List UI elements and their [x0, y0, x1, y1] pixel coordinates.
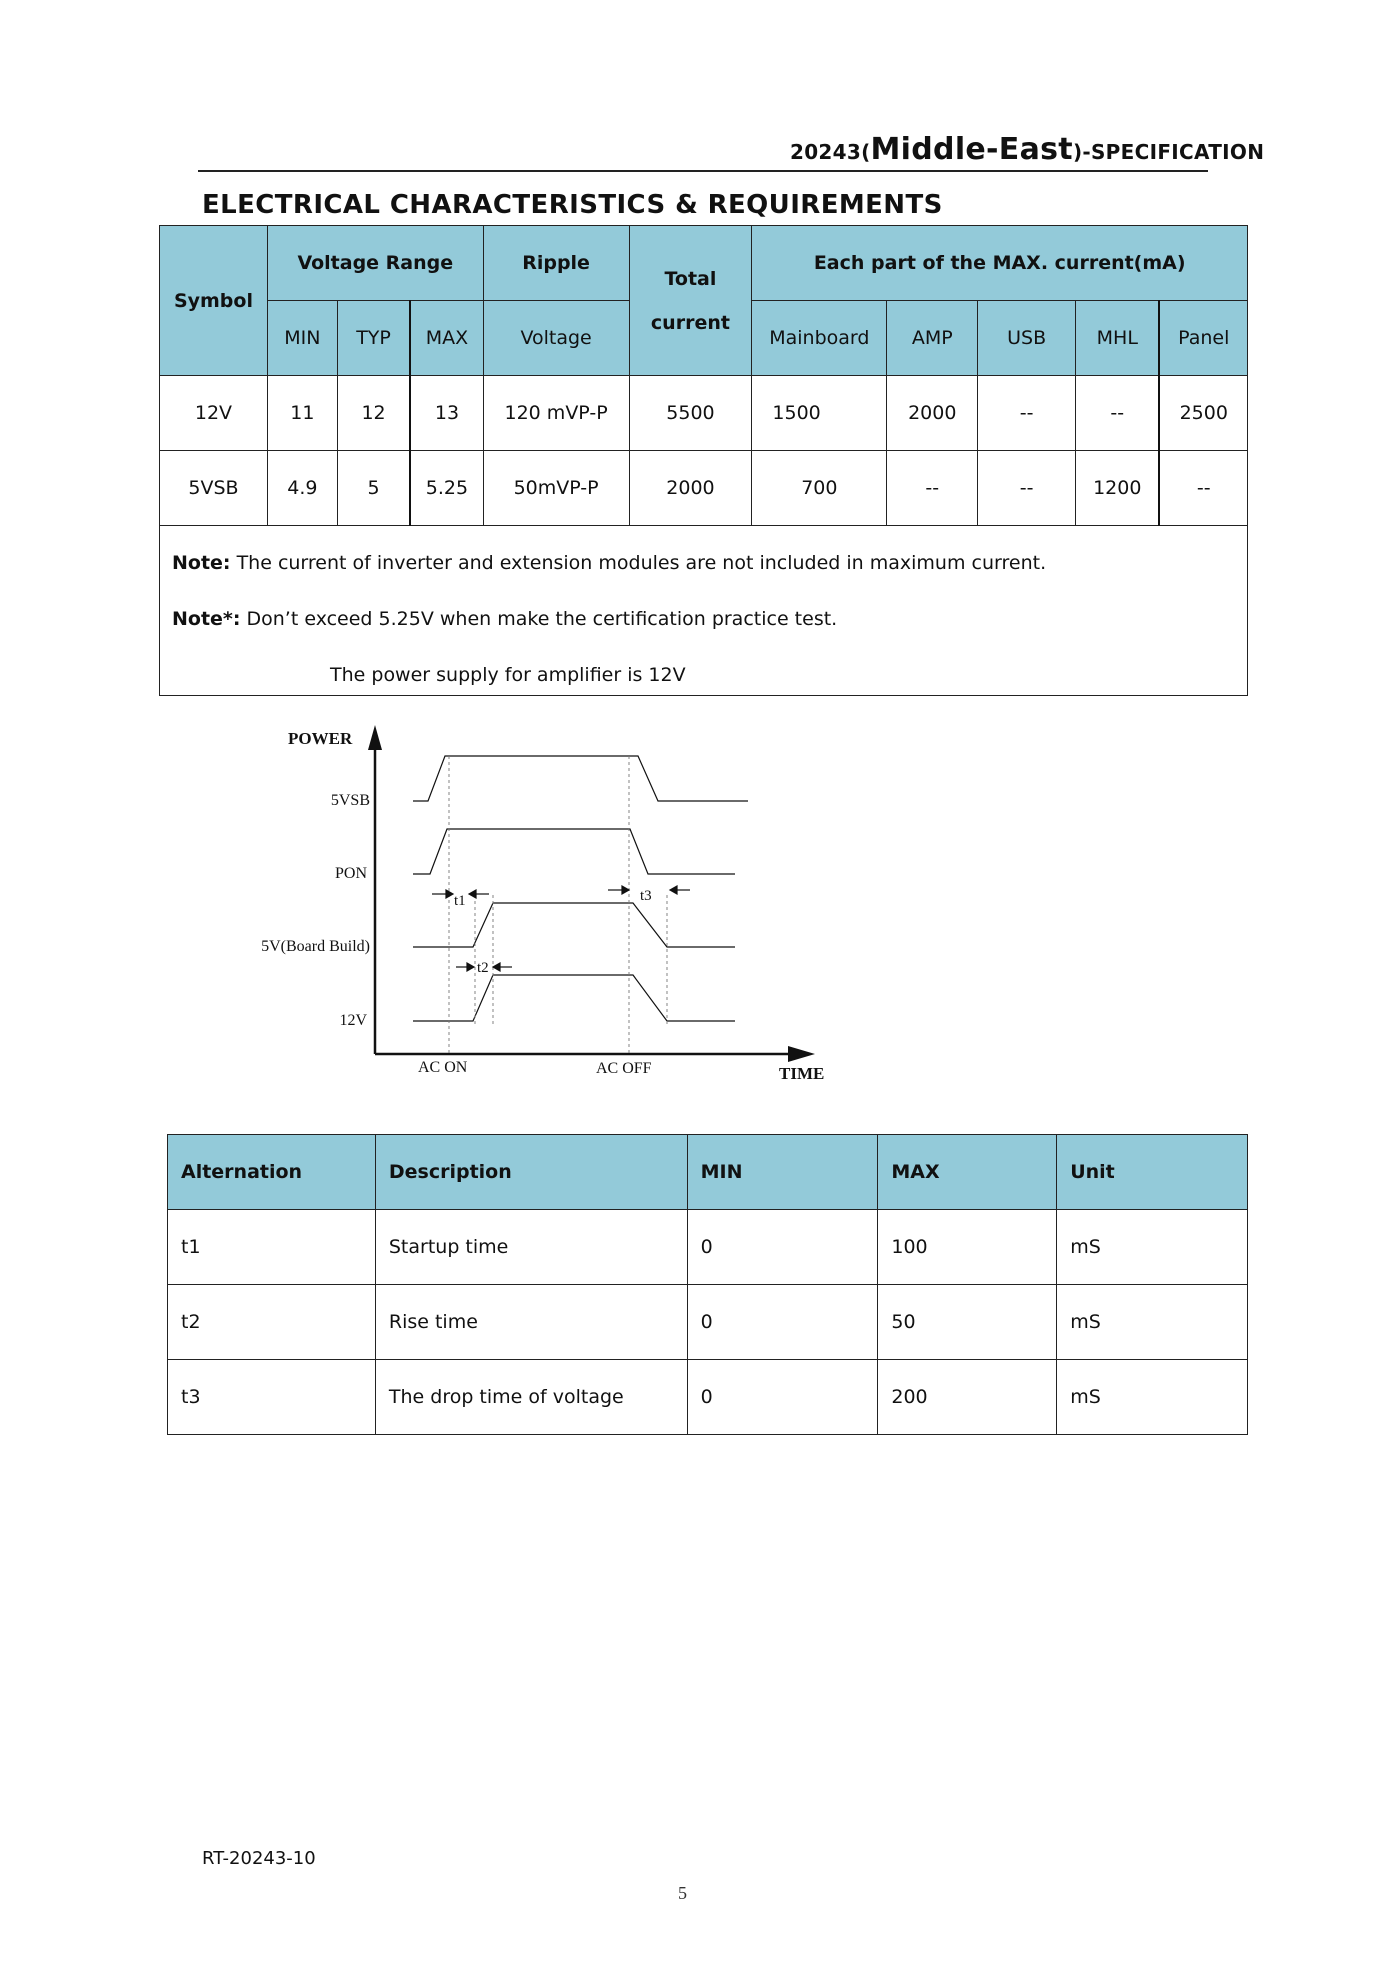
footer-document-id: RT-20243-10: [202, 1848, 316, 1869]
marker-t1: t1: [454, 893, 466, 909]
cell-amp: 2000: [887, 376, 978, 451]
alternation-timing-table: [167, 1134, 1248, 1435]
cell-total: 2000: [629, 451, 752, 526]
header-mainboard: Mainboard: [752, 301, 887, 376]
cell-description: Startup time: [375, 1210, 687, 1285]
cell-min: 0: [687, 1360, 878, 1435]
table-row: [168, 1285, 1248, 1360]
section-title: ELECTRICAL CHARACTERISTICS & REQUIREMENTS: [202, 190, 943, 220]
cell-description: Rise time: [375, 1285, 687, 1360]
cell-symbol: 12V: [160, 376, 268, 451]
power-sequence-timing-diagram: [230, 710, 850, 1090]
cell-mhl: --: [1076, 376, 1160, 451]
cell-max: 13: [410, 376, 483, 451]
signal-label-5vsb: 5VSB: [330, 792, 370, 809]
note-line: [172, 608, 1247, 631]
note-line: [172, 664, 1247, 687]
header-description: Description: [375, 1135, 687, 1210]
header-mhl: MHL: [1076, 301, 1160, 376]
table-row: [160, 451, 1248, 526]
header-voltage-range: Voltage Range: [267, 226, 483, 301]
t2-arrowhead-right: [493, 963, 500, 971]
event-ac-off: AC OFF: [596, 1060, 652, 1077]
signal-label-pon: PON: [334, 865, 367, 882]
cell-total: 5500: [629, 376, 752, 451]
cell-unit: mS: [1057, 1210, 1248, 1285]
header-total: Total: [664, 267, 717, 290]
note-label: Note*:: [172, 608, 241, 630]
header-min: MIN: [687, 1135, 878, 1210]
cell-alternation: t3: [168, 1360, 376, 1435]
signal-pon-trace: [413, 829, 735, 874]
cell-typ: 12: [337, 376, 410, 451]
signal-5v-trace: [413, 903, 735, 947]
cell-usb: --: [978, 451, 1076, 526]
document-header: [790, 132, 1270, 167]
x-axis-label: TIME: [779, 1064, 825, 1083]
t1-arrowhead-right: [469, 890, 476, 898]
electrical-characteristics-table: [159, 225, 1248, 696]
header-ripple: Ripple: [483, 226, 629, 301]
header-total-current: [629, 226, 752, 376]
header-current: current: [650, 311, 730, 334]
header-max: MAX: [878, 1135, 1057, 1210]
header-rule: [198, 170, 1208, 172]
header-prefix: 20243(: [790, 140, 871, 164]
signal-label-5v-board: 5V(Board Build): [261, 938, 370, 955]
table-row: [168, 1210, 1248, 1285]
t1-arrowhead-left: [446, 890, 453, 898]
cell-unit: mS: [1057, 1285, 1248, 1360]
header-typ: TYP: [337, 301, 410, 376]
cell-panel: 2500: [1159, 376, 1247, 451]
signal-12v-trace: [413, 975, 735, 1021]
header-alternation: Alternation: [168, 1135, 376, 1210]
cell-alternation: t1: [168, 1210, 376, 1285]
cell-amp: --: [887, 451, 978, 526]
cell-min: 0: [687, 1285, 878, 1360]
cell-ripple: 50mVP-P: [483, 451, 629, 526]
note-line: [172, 552, 1247, 575]
cell-min: 4.9: [267, 451, 337, 526]
cell-max: 50: [878, 1285, 1057, 1360]
cell-alternation: t2: [168, 1285, 376, 1360]
header-symbol: Symbol: [160, 226, 268, 376]
header-voltage: Voltage: [483, 301, 629, 376]
cell-mainboard: 1500: [752, 376, 887, 451]
y-axis-arrow: [368, 725, 382, 750]
header-max-current: Each part of the MAX. current(mA): [752, 226, 1248, 301]
header-unit: Unit: [1057, 1135, 1248, 1210]
signal-5vsb-trace: [413, 756, 748, 801]
x-axis-arrow: [788, 1046, 815, 1062]
signal-label-12v: 12V: [339, 1012, 367, 1029]
cell-max: 200: [878, 1360, 1057, 1435]
header-amp: AMP: [887, 301, 978, 376]
event-ac-on: AC ON: [418, 1059, 468, 1076]
cell-typ: 5: [337, 451, 410, 526]
header-suffix: )-SPECIFICATION: [1072, 140, 1265, 164]
t2-arrowhead-left: [467, 963, 474, 971]
note-text: Don’t exceed 5.25V when make the certification practice test.: [240, 608, 838, 630]
note-label: Note:: [172, 552, 231, 574]
note-text: The current of inverter and extension modules are not included in maximum current.: [230, 552, 1047, 574]
cell-max: 5.25: [410, 451, 483, 526]
cell-min: 11: [267, 376, 337, 451]
header-panel: Panel: [1159, 301, 1247, 376]
table-row: [160, 376, 1248, 451]
cell-min: 0: [687, 1210, 878, 1285]
cell-ripple: 120 mVP-P: [483, 376, 629, 451]
header-region: Middle-East: [870, 132, 1073, 167]
cell-unit: mS: [1057, 1360, 1248, 1435]
header-min: MIN: [267, 301, 337, 376]
marker-t3: t3: [640, 888, 652, 904]
notes-block: [160, 526, 1248, 696]
header-max: MAX: [410, 301, 483, 376]
cell-description: The drop time of voltage: [375, 1360, 687, 1435]
cell-mainboard: 700: [752, 451, 887, 526]
note-text: The power supply for amplifier is 12V: [330, 664, 686, 686]
cell-symbol: 5VSB: [160, 451, 268, 526]
cell-usb: --: [978, 376, 1076, 451]
header-usb: USB: [978, 301, 1076, 376]
cell-panel: --: [1159, 451, 1247, 526]
cell-mhl: 1200: [1076, 451, 1160, 526]
table-row: [168, 1360, 1248, 1435]
t3-arrowhead-left: [622, 886, 629, 894]
cell-max: 100: [878, 1210, 1057, 1285]
t3-arrowhead-right: [670, 886, 677, 894]
marker-t2: t2: [477, 960, 489, 976]
footer-page-number: 5: [678, 1883, 687, 1903]
y-axis-label: POWER: [288, 729, 353, 748]
